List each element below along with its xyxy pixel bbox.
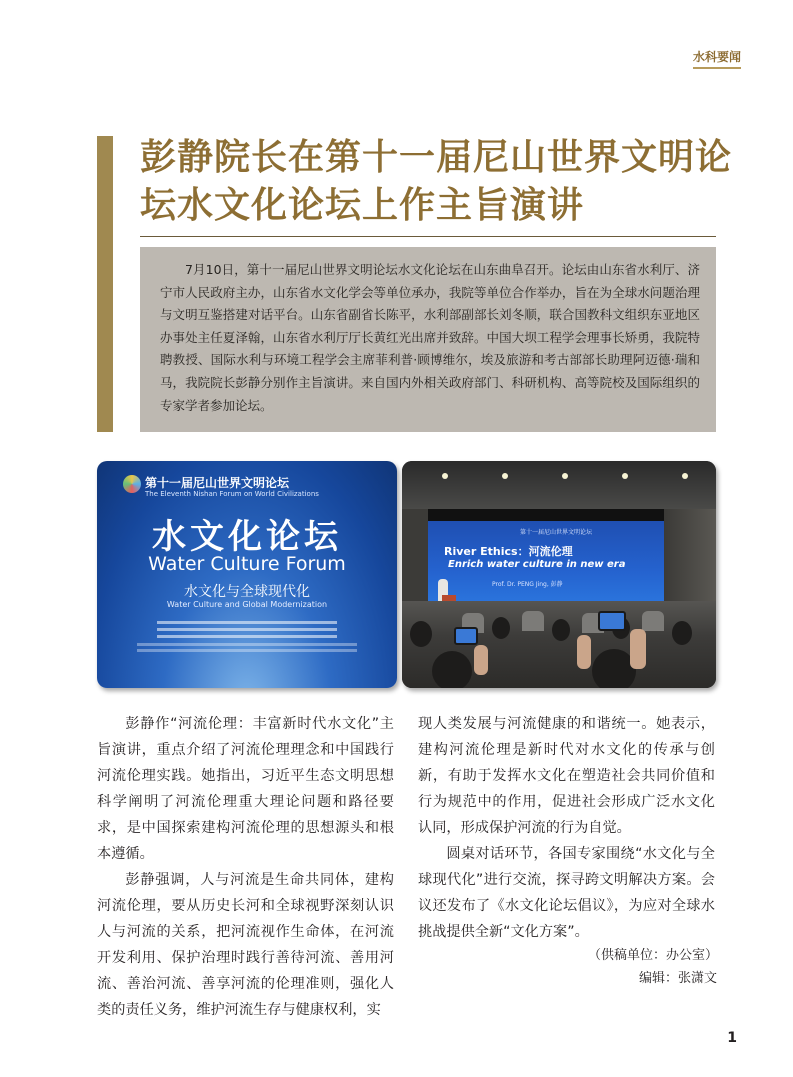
article-title-line-1: 彭静院长在第十一届尼山世界文明论 bbox=[140, 136, 733, 178]
conference-hall-photo bbox=[402, 461, 716, 688]
screen-subtitle: Enrich water culture in new era bbox=[448, 559, 626, 570]
poster-fine-print bbox=[157, 628, 337, 631]
summary-box bbox=[140, 247, 716, 432]
summary-text: 7月10日，第十一届尼山世界文明论坛水文化论坛在山东曲阜召开。论坛由山东省水利厅、济宁市人民政府主办，山东省水文化学会等单位承办，我院等单位合作举办，旨在为全球水问题治理与文明互鉴搭建对话平台。山东省副省长陈平，水利部副部长刘冬顺，联合国教科文组织东亚地区办事处主任夏泽翰，山东省水利厅厅长黄红光出席并致辞。中国大坝工程学会理事长矫勇，我院特聘教授、国际水利与环境工程学会主席菲利普·顾博维尔，埃及旅游和考古部部长助理阿迈德·瑞和马，我院院长彭静分别作主旨演讲。来自国内外相关政府部门、科研机构、高等院校及国际组织的专家学者参加论坛。 bbox=[160, 262, 700, 413]
hall-ceiling bbox=[402, 461, 716, 509]
body-paragraph: 彭静强调，人与河流是生命共同体，建构河流伦理，要从历史长河和全球视野深刻认识人与河流的关系，把河流视作生命体，在河流开发利用、保护治理时践行善待河流、善用河流、善治河流、善享河流的伦理准则，强化人类的责任义务，维护河流生存与健康权利，实 bbox=[97, 872, 394, 1018]
audience-head bbox=[432, 651, 472, 688]
seat bbox=[642, 611, 664, 631]
poster-subtitle-cn: 水文化与全球现代化 bbox=[184, 584, 310, 600]
credit-editor: 编辑：张潇文 bbox=[638, 971, 717, 986]
body-column-left bbox=[97, 711, 394, 1023]
article-title bbox=[140, 133, 740, 229]
screen-banner: 第十一届尼山世界文明论坛 bbox=[520, 529, 593, 536]
forum-poster-photo bbox=[97, 461, 397, 688]
poster-fine-print bbox=[137, 649, 357, 652]
screen-speaker: Prof. Dr. PENG Jing, 彭静 bbox=[492, 581, 563, 588]
ceiling-light bbox=[502, 473, 508, 479]
ceiling-light bbox=[562, 473, 568, 479]
poster-fine-print bbox=[157, 621, 337, 624]
body-paragraph: 彭静作“河流伦理：丰富新时代水文化”主旨演讲，重点介绍了河流伦理理念和中国践行河流伦理实践。她指出，习近平生态文明思想科学阐明了河流伦理重大理论问题和路径要求，是中国探索建构河流伦理的思想源头和根本遵循。 bbox=[97, 716, 394, 862]
audience-head bbox=[552, 619, 570, 641]
poster-forum-title-en: Water Culture Forum bbox=[148, 553, 346, 575]
screen-title: River Ethics：河流伦理 bbox=[444, 545, 573, 558]
title-divider bbox=[140, 236, 716, 237]
poster-header-en: The Eleventh Nishan Forum on World Civilizations bbox=[145, 490, 319, 498]
raised-hand bbox=[577, 635, 591, 669]
audience-area bbox=[402, 601, 716, 688]
phone-camera-icon bbox=[598, 611, 626, 631]
title-accent-bar bbox=[97, 136, 113, 432]
poster-header-cn: 第十一届尼山世界文明论坛 bbox=[145, 476, 290, 490]
body-paragraph: 圆桌对话环节，各国专家围绕“水文化与全球现代化”进行交流，探寻跨文明解决方案。会议还发布了《水文化论坛倡议》，为应对全球水挑战提供全新“文化方案”。 bbox=[418, 846, 715, 940]
body-column-right bbox=[418, 711, 715, 945]
audience-head bbox=[672, 621, 692, 645]
credit-source: （供稿单位：办公室） bbox=[587, 948, 718, 963]
nishan-forum-logo-icon bbox=[123, 475, 141, 493]
page-number: 1 bbox=[727, 1030, 737, 1046]
raised-hand bbox=[474, 645, 488, 675]
seat bbox=[522, 611, 544, 631]
poster-subtitle-en: Water Culture and Global Modernization bbox=[166, 600, 328, 609]
poster-fine-print bbox=[157, 635, 337, 638]
audience-head bbox=[492, 617, 510, 639]
section-tag: 水科要闻 bbox=[693, 48, 741, 69]
article-title-line-2: 坛水文化论坛上作主旨演讲 bbox=[140, 184, 585, 226]
poster-forum-title-cn: 水文化论坛 bbox=[152, 517, 342, 557]
audience-head bbox=[410, 621, 432, 647]
ceiling-light bbox=[682, 473, 688, 479]
raised-hand bbox=[630, 629, 646, 669]
poster-fine-print bbox=[137, 643, 357, 646]
body-paragraph-continued: 现人类发展与河流健康的和谐统一。她表示，建构河流伦理是新时代对水文化的传承与创新，有助于发挥水文化在塑造社会共同价值和行为规范中的作用，促进社会形成广泛水文化认同，形成保护河流的行为自觉。 bbox=[418, 716, 715, 836]
phone-camera-icon bbox=[454, 627, 478, 645]
ceiling-light bbox=[622, 473, 628, 479]
ceiling-light bbox=[442, 473, 448, 479]
